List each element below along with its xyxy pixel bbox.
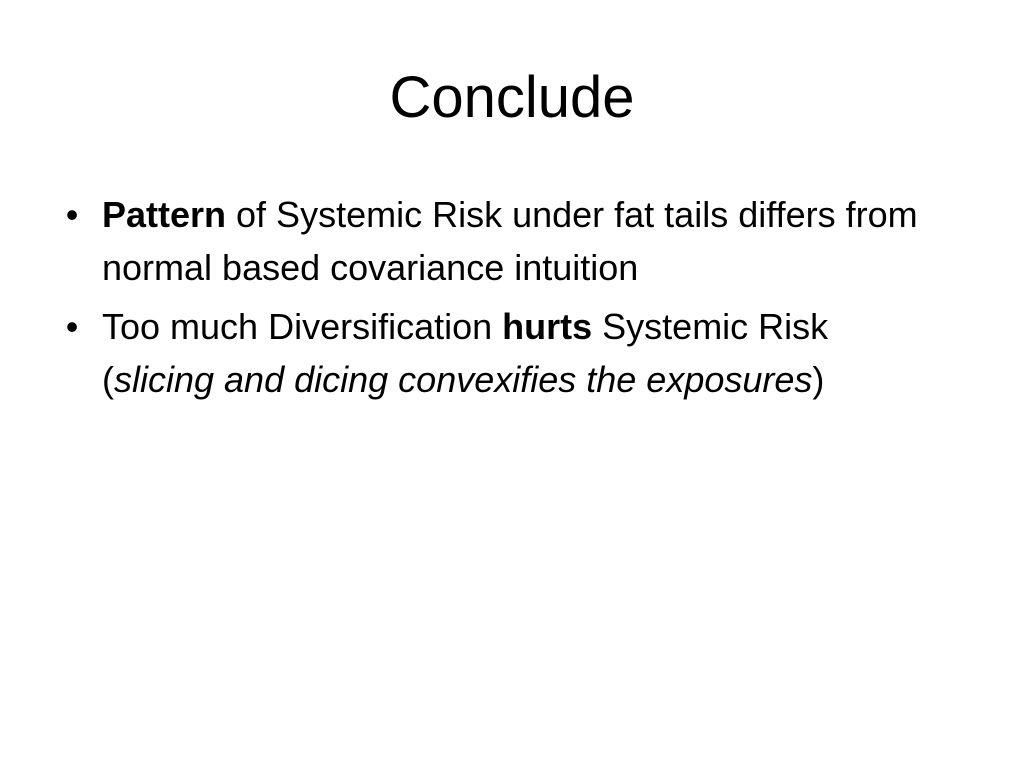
bullet-text: Systemic Risk ( — [102, 306, 829, 400]
bullet-text: of Systemic Risk under fat tails differs from normal based covariance intuition — [102, 194, 918, 288]
bullet-dot-icon: • — [65, 194, 79, 235]
bullet-emphasis: Pattern — [102, 194, 227, 235]
slide-title: Conclude — [389, 65, 635, 130]
bullet-dot-icon: • — [65, 306, 79, 347]
bullet-text: ) — [812, 359, 825, 400]
bullet-italic-text: slicing and dicing convexifies the exposures — [114, 359, 813, 400]
bullet-list — [62, 188, 942, 412]
bullet-item — [62, 188, 942, 294]
bullet-text: Too much Diversification — [102, 306, 503, 347]
bullet-item — [62, 300, 942, 406]
bullet-emphasis: hurts — [502, 306, 593, 347]
